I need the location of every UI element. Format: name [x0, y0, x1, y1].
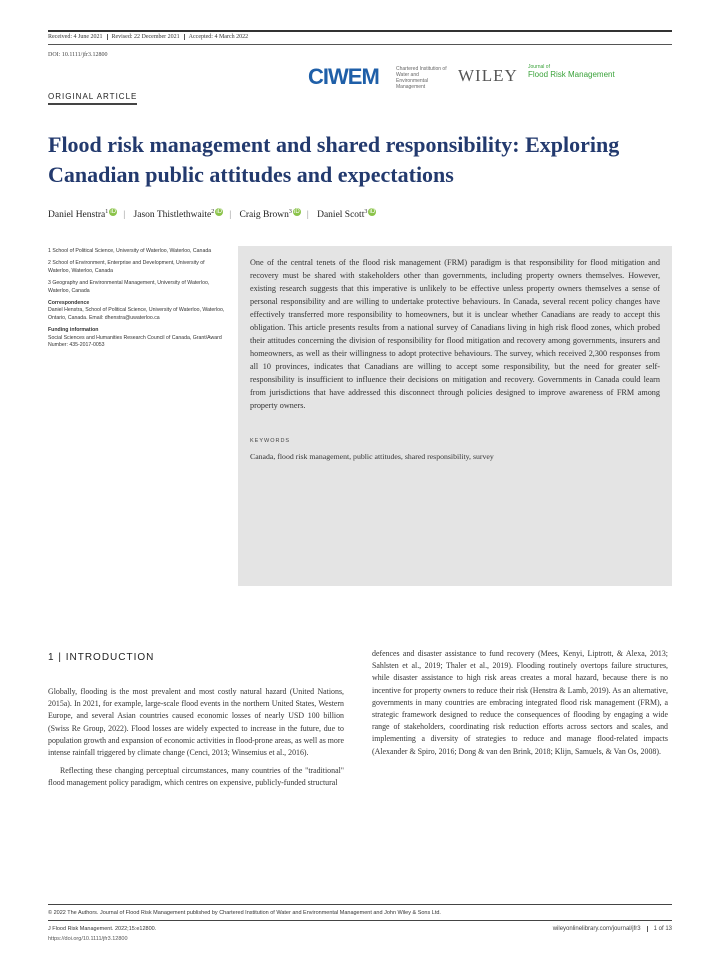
body-column-left [48, 686, 344, 796]
received-date: Received: 4 June 2021 [48, 34, 108, 40]
accepted-date: Accepted: 4 March 2022 [188, 34, 249, 40]
author-affiliation: 1 [105, 209, 109, 215]
article-history [48, 34, 252, 40]
affiliation-1: 1 School of Political Science, University of Waterloo, Waterloo, Canada [48, 248, 212, 254]
ciwem-subtitle: Chartered Institution of Water and Environmental Management [396, 66, 447, 90]
journal-prefix: Journal of [528, 64, 550, 70]
funding-label: Funding information [48, 327, 99, 334]
doi[interactable]: DOI: 10.1111/jfr3.12800 [48, 52, 108, 58]
body-paragraph: defences and disaster assistance to fund recovery (Mees, Kenyi, Liptrott, & Alexa, 2013; Sahlsten et al., 2019; Thaler et al., 2019). Flooding routinely overtops failure structures, while disaster assistance to high risk areas creates a moral hazard, because there is no incentive for property owners to reduce their risk (Henstra & Lamb, 2019). As an alternative, governments in many countries are embracing integrated flood risk management (FRM), a strategic framework designed to reduce the consequences of flooding by engaging a wide range of stakeholders, coordinating risk reduction efforts across sectors and scales, and implementing a diversity of strategies to reduce and manage flood-related impacts (Alexander & Spiro, 2016; Dong & van den Brink, 2018; Klijn, Samuels, & Van Os, 2008). [372, 649, 668, 756]
body-column-right [372, 648, 668, 764]
history-rule [48, 44, 672, 45]
footer-right [553, 926, 672, 932]
abstract-box [238, 246, 672, 586]
correspondence-text: Daniel Henstra, School of Political Science, University of Waterloo, Waterloo, Ontario, Canada. Email: dhenstra@uwaterloo.ca [48, 307, 225, 321]
affiliation-3: 3 Geography and Environmental Management, University of Waterloo, Waterloo, Canada [48, 280, 210, 294]
body-paragraph: Globally, flooding is the most prevalent and most costly natural hazard (United Nations, 2015a). In 2021, for example, large-scale flood events in the northern United States, Western Europe, and several Asian countries caused economic losses of nearly USD 100 billion (Swiss Re Group, 2022). Flood losses are widely expected to increase in the future, due to population growth and expansion of economic activities in flood-prone areas, as well as more intense rainfall triggered by climate change (Cenci, 2013; Winsemius et al., 2016). [48, 687, 344, 758]
journal-url[interactable]: wileyonlinelibrary.com/journal/jfr3 [552, 926, 641, 932]
journal-name: Flood Risk Management [528, 70, 615, 79]
correspondence-label: Correspondence [48, 300, 90, 307]
orcid-icon[interactable]: iD [369, 209, 376, 215]
journal-reference: J Flood Risk Management. 2022;15:e12800. [48, 926, 157, 932]
abstract-text: One of the central tenets of the flood risk management (FRM) paradigm is that responsibility for flood mitigation and recovery must be shared with stakeholders other than governments, including property owners themselves. However, existing research suggests that this imperative is unlikely to be effective unless property owners themselves a sense of personal responsibility and are willing to undertake protective behaviours. In Canada, several recent policy changes have effectively transferred more responsibility to homeowners, but it is unclear whether Canadians are ready to accept this obligation. This article presents results from a national survey of Canadians living in high risk flood zones, which probed their attitudes concerning the division of responsibility for flood mitigation and recovery among governments, insurers and homeowners, as well as their willingness to adopt protective behaviours. The survey, which received 2,300 responses from all 10 provinces, indicates that Canadians are willing to accept some responsibility, but the need for greater self-responsibility is insufficient to influence their decisions on mitigation and recovery. Governments in Canada could learn from jurisdictions that have addressed this disconnect through policies designed to improve awareness of FRM among property owners. [250, 258, 660, 410]
author-separator: | [306, 210, 309, 221]
wiley-logo: WILEY [458, 66, 518, 85]
author-separator: | [123, 210, 126, 221]
author-name[interactable]: Craig Brown [239, 210, 289, 221]
section-heading-introduction: 1 | INTRODUCTION [48, 652, 155, 663]
body-paragraph: Reflecting these changing perceptual circumstances, many countries of the "traditional" flood management policy paradigm, which centres on expensive, publicly-funded structural [48, 766, 344, 788]
article-type: ORIGINAL ARTICLE [48, 92, 137, 105]
ciwem-logo: CIWEM [308, 64, 379, 89]
article-title: Flood risk management and shared responsibility: Exploring Canadian public attitudes and expectations [48, 132, 620, 187]
author-affiliation: 2 [211, 209, 215, 215]
author-name[interactable]: Daniel Scott [317, 210, 365, 221]
top-rule [48, 30, 672, 32]
funding-text: Social Sciences and Humanities Research Council of Canada, Grant/Award Number: 435-2017-0053 [48, 334, 222, 349]
license-footnote: © 2022 The Authors. Journal of Flood Risk Management published by Chartered Institution of Water and Environmental Management and John Wiley & Sons Ltd. [48, 910, 441, 916]
footer-rule [48, 920, 672, 921]
orcid-icon[interactable]: iD [110, 209, 117, 215]
author-list [48, 208, 376, 220]
revised-date: Revised: 22 December 2021 [108, 34, 185, 40]
author-name[interactable]: Daniel Henstra [48, 210, 106, 221]
orcid-icon[interactable]: iD [216, 209, 223, 215]
author-separator: | [229, 210, 232, 221]
keywords-text: Canada, flood risk management, public attitudes, shared responsibility, survey [250, 452, 494, 461]
author-affiliation: 3 [364, 209, 368, 215]
article-sidebar [48, 248, 226, 354]
author-name[interactable]: Jason Thistlethwaite [133, 210, 212, 221]
affiliation-2: 2 School of Environment, Enterprise and Development, University of Waterloo, Waterloo, Canada [48, 260, 205, 274]
doi-url[interactable]: https://doi.org/10.1111/jfr3.12800 [48, 936, 128, 942]
keywords-label: KEYWORDS [250, 438, 291, 444]
footnote-rule [48, 904, 672, 905]
author-affiliation: 3 [288, 209, 292, 215]
page-number: 1 of 13 [647, 926, 672, 932]
orcid-icon[interactable]: iD [293, 209, 300, 215]
